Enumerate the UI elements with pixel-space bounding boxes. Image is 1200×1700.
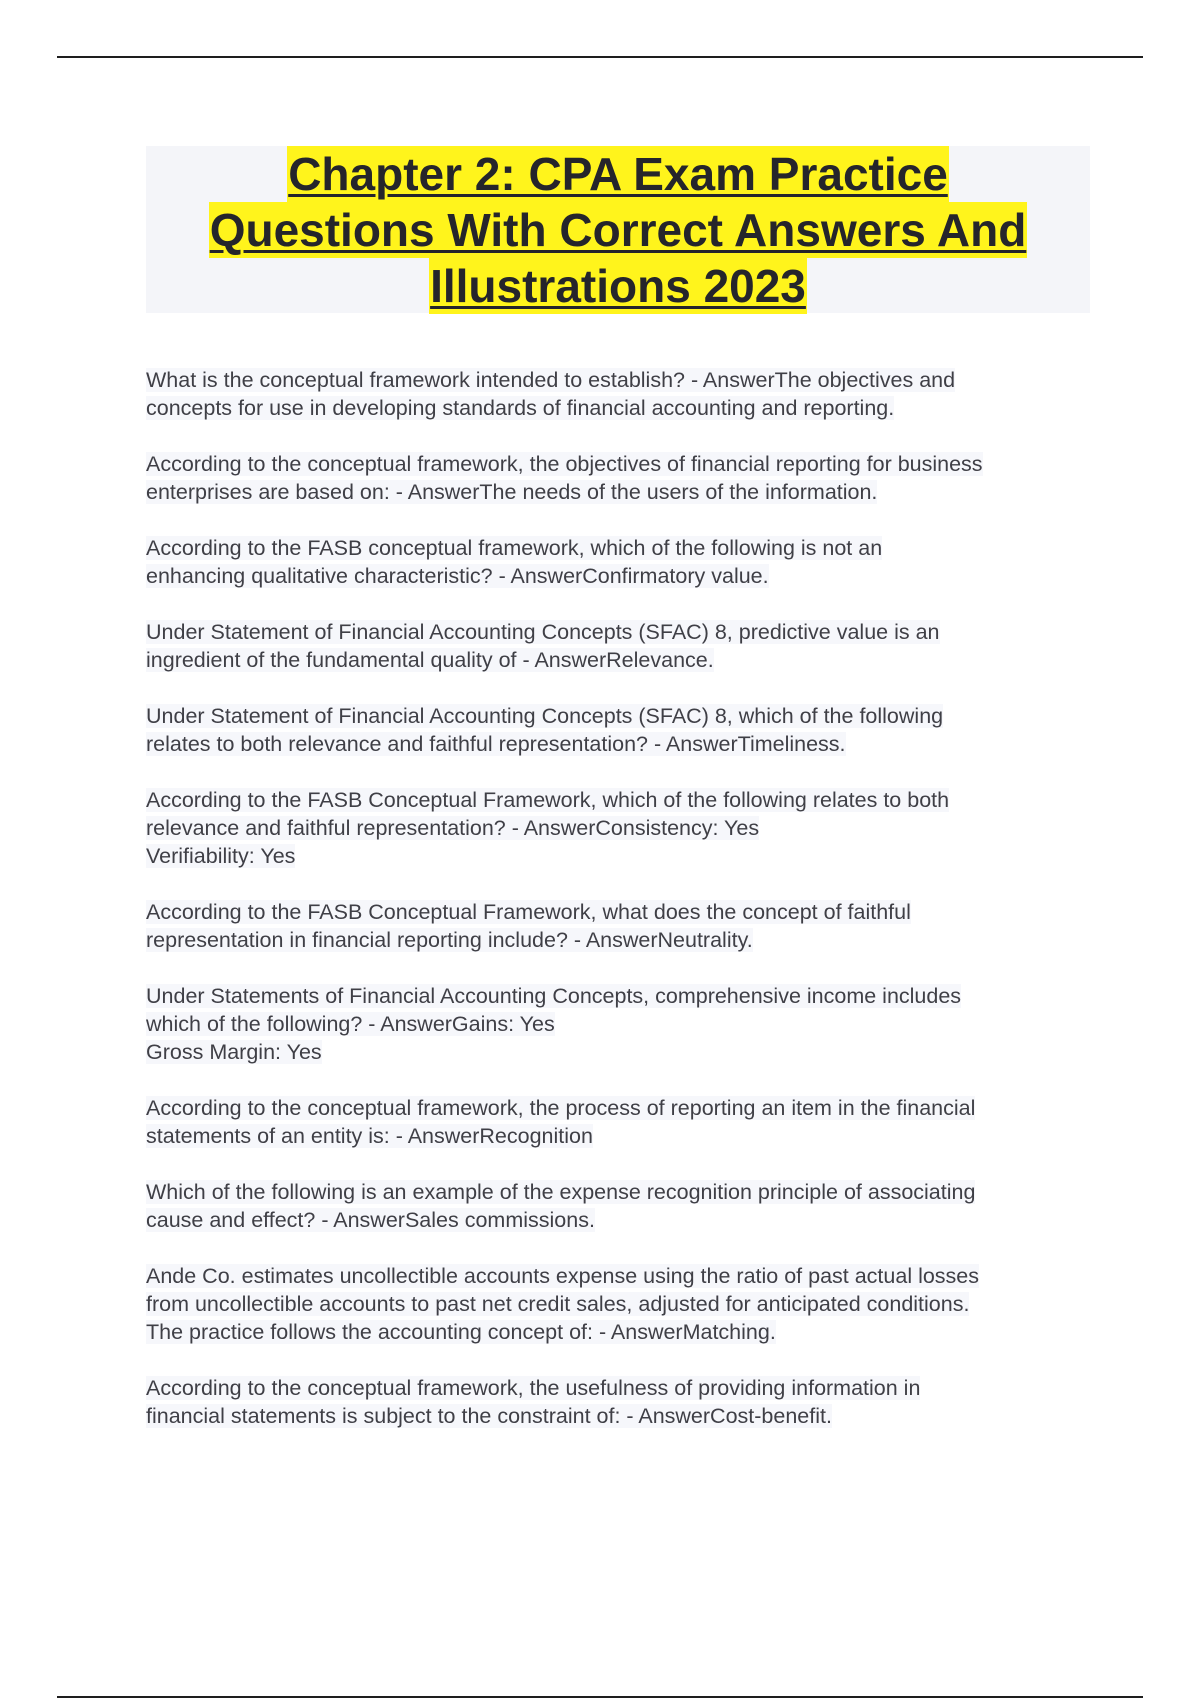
qa-text: According to the FASB Conceptual Framework, what does the concept of faithful representation in financial reporting include? - AnswerNeutrality. — [146, 900, 911, 952]
top-divider — [57, 56, 1143, 58]
document-title — [146, 146, 1090, 314]
qa-item — [146, 982, 1096, 1066]
qa-item — [146, 1262, 1096, 1346]
qa-text: Under Statement of Financial Accounting Concepts (SFAC) 8, which of the following relates to both relevance and faithful representation? - AnswerTimeliness. — [146, 704, 944, 756]
qa-item — [146, 898, 1096, 954]
title-line: Chapter 2: CPA Exam Practice — [288, 148, 948, 200]
qa-item — [146, 1178, 1096, 1234]
qa-item — [146, 450, 1096, 506]
qa-text: According to the conceptual framework, the objectives of financial reporting for business enterprises are based on: - AnswerThe needs of the users of the information. — [146, 452, 983, 504]
qa-item — [146, 366, 1096, 422]
qa-item — [146, 618, 1096, 674]
qa-text: Under Statement of Financial Accounting Concepts (SFAC) 8, predictive value is an ingredient of the fundamental quality of - AnswerRelevance. — [146, 620, 940, 672]
title-line: Questions With Correct Answers And — [209, 204, 1027, 256]
qa-text: Ande Co. estimates uncollectible accounts expense using the ratio of past actual losses from uncollectible accounts to past net credit sales, adjusted for anticipated conditions. The practice follows the accounting concept of: - AnswerMatching. — [146, 1264, 980, 1344]
qa-item — [146, 1094, 1096, 1150]
qa-text: What is the conceptual framework intended to establish? - AnswerThe objectives and concepts for use in developing standards of financial accounting and reporting. — [146, 368, 956, 420]
qa-text: Which of the following is an example of the expense recognition principle of associating cause and effect? - AnswerSales commissions. — [146, 1180, 976, 1232]
qa-item — [146, 534, 1096, 590]
qa-text: According to the conceptual framework, the usefulness of providing information in financial statements is subject to the constraint of: - AnswerCost-benefit. — [146, 1376, 921, 1428]
qa-item — [146, 702, 1096, 758]
qa-text: According to the FASB conceptual framework, which of the following is not an enhancing qualitative characteristic? - AnswerConfirmatory value. — [146, 536, 883, 588]
qa-text: Under Statements of Financial Accounting Concepts, comprehensive income includes which of the following? - AnswerGains: Yes Gross Margin: Yes — [146, 984, 962, 1064]
qa-item — [146, 786, 1096, 870]
question-answer-list — [146, 366, 1096, 1458]
bottom-divider — [57, 1696, 1143, 1698]
qa-text: According to the conceptual framework, the process of reporting an item in the financial statements of an entity is: - AnswerRecognition — [146, 1096, 976, 1148]
qa-item — [146, 1374, 1096, 1430]
title-line: Illustrations 2023 — [430, 260, 806, 312]
title-banner — [146, 146, 1090, 313]
qa-text: According to the FASB Conceptual Framework, which of the following relates to both relevance and faithful representation? - AnswerConsistency: Yes Verifiability: Yes — [146, 788, 950, 868]
